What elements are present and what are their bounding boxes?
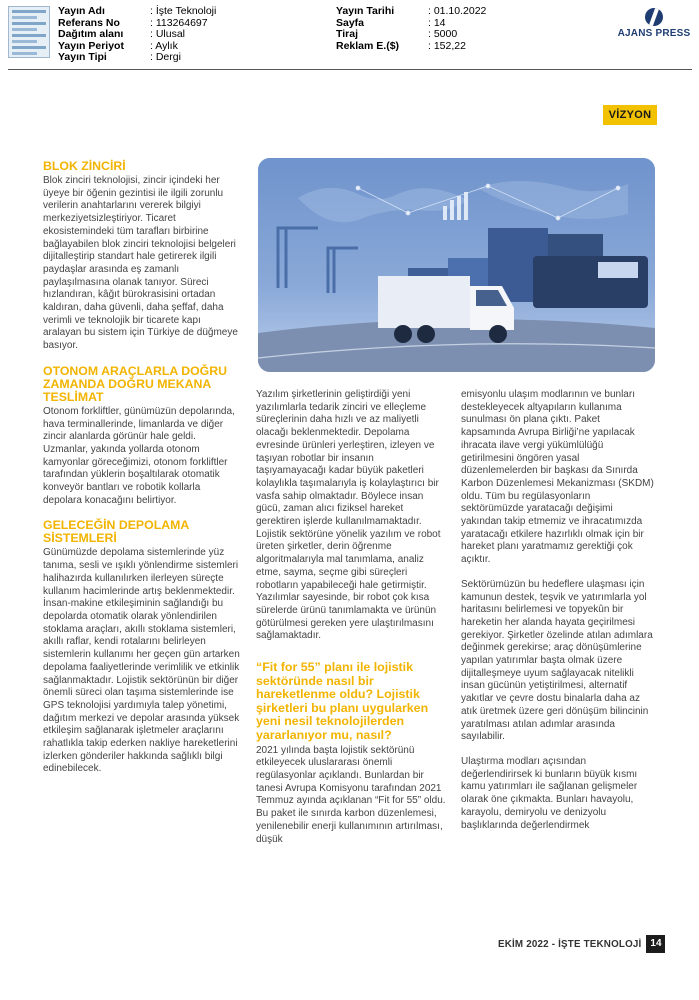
section-heading: OTONOM ARAÇLARLA DOĞRU ZAMANDA DOĞRU MEKANA TESLİMAT	[43, 363, 227, 404]
meta-row: Sayfa : 14	[336, 16, 446, 29]
meta-row: Yayın Tarihi : 01.10.2022	[336, 5, 487, 17]
body-paragraph: Yazılım şirketlerinin geliştirdiği yeni yazılımlarla tedarik zinciri ve elleçleme süreçlerinin daha hızlı ve az maliyetli olacağı beklenmektedir. Depolama evresinde ürünleri yerleştiren, izleyen ve taşıyan robotlar bir insanın taşıyamayacağı kadar büyük paketleri kolaylıkla taşımalarıyla iş kolaylaştırıcı bir vasfa sahip olmaktadır. Böylece insan gücü, zaman alıcı fiziksel hareket gerektiren işlerde kullanılmamaktadır. Lojistik sektörüne yönelik yazılım ve robot üreten şirketler, derin öğrenme algoritmalarıyla mal tanımlama, analiz etme, sayma, seçme gibi süreçleri robotların yapabileceği hale getirmiştir. Yazılımlar sayesinde, bir robot çok kısa sürelerde ürünü tanımlamakta ve ürünün götürülmesi gereken yere ulaştırılmasını sağlamaktadır.	[256, 389, 441, 642]
meta-row: Dağıtım alanı : Ulusal	[58, 28, 186, 41]
logistics-illustration	[258, 158, 655, 372]
page-number: 14	[646, 935, 665, 953]
section-body: Blok zinciri teknolojisi, zincir içindeki her üyeye bir öğenin gezintisi ile ilgili zorunlu verilerin anahtarlarını vererek bilgiyi merkeziyetsizleştiriyor. Ticaret ekosistemindeki tüm tarafları birbirine bağlayabilen blok zinciri teknolojisi belgeleri dijitalleştirip standart hale getirerek ilgili paydaşlar arasında eş zamanlı paylaşılmasına olanak tanıyor. Süreci hızlandıran, kâğıt bürokrasisini ortadan kaldıran, daha güvenli, daha şeffaf, daha verimli ve teknolojik bir ticarete kapı aralayan bu sistem için Türkiye de düğmeye basıyor.	[43, 175, 238, 352]
logistics-photo	[258, 158, 655, 372]
body-paragraph: emisyonlu ulaşım modlarının ve bunları destekleyecek altyapıların kullanıma sunulması ön plana çıktı. Paket kapsamında Avrupa Birliği’ne yapılacak ihracata ilave vergi yükümlülüğü getirilmesini öngören yasal düzenlemelerden bir başkası da Sınırda Karbon Düzenlemesi Mekanizması (SKDM) oldu. Tüm bu regülasyonların sektörümüzde yaratacağı değişimi yakından takip etmemiz ve ihracatımızda yaratacağı etkilere hazırlıklı olmak için bir hareket planı yaratmamız gerektiği çok açıktır.	[461, 389, 654, 566]
meta-row: Yayın Periyot : Aylık	[58, 39, 178, 52]
section-badge: VİZYON	[603, 105, 657, 125]
meta-row: Referans No : 113264697	[58, 16, 208, 29]
ajans-press-logo-icon	[645, 8, 663, 26]
section-body: Otonom forkliftler, günümüzün depolarında, hava terminallerinde, limanlarda ve diğer zincir alanlarda görünür hale geldi. Uzmanlar, yakında yollarda otonom kamyonlar göreceğimizi, otonom forkliftler tarafından yüklerin boşaltılarak otomatik konveyör bantları ve robotik kollarla depolara konacağını belirtiyor.	[43, 405, 235, 506]
logo-text: AJANS PRESS	[617, 28, 691, 39]
meta-row: Reklam E.($) : 152,22	[336, 39, 466, 52]
section-heading: GELECEĞİN DEPOLAMA SİSTEMLERİ	[43, 518, 189, 546]
article-column-3	[461, 389, 654, 832]
interview-question: “Fit for 55” planı ile lojistik sektöründe nasıl bir hareketlenme oldu? Lojistik şirketleri bu planı uygularken yeni nesil teknolojilerden yararlanıyor mu, nasıl?	[256, 660, 429, 743]
document-thumbnail-icon	[8, 6, 50, 58]
header-divider	[8, 69, 692, 70]
article-column-2	[256, 389, 446, 846]
meta-row: Tiraj : 5000	[336, 28, 458, 41]
footer-issue-label: EKİM 2022 - İŞTE TEKNOLOJİ	[498, 938, 642, 950]
body-paragraph: 2021 yılında başta lojistik sektörünü etkileyecek uluslararası önemli regülasyonlar açıklandı. Bunlardan bir tanesi Avrupa Komisyonu tarafından 2021 Temmuz ayında açıklanan “Fit for 55” oldu. Bu paket ile sınırda karbon düzenlemesi, yenilenebilir enerji kullanımının artırılması, düşük	[256, 744, 446, 845]
meta-row: Yayın Tipi : Dergi	[58, 51, 181, 64]
section-body: Günümüzde depolama sistemlerinde yüz tanıma, sesli ve ışıklı yönlendirme sistemleri halihazırda kullanılırken ilerleyen süreçte kullanım hacimlerinde artış beklenmektedir. İnsan-makine etkileşiminin sağlandığı bu depolarda otomatik olarak yönlendirilen stoklama araçları, akıllı stoklama sistemleri, akıllı raflar, kendi rotalarını belirleyen sistemlerin kullanımı her geçen gün artarken depolama faaliyetlerinde verimlilik ve etkinlik sağlanmaktadır. Lojistik sektörünün bir diğer önemli süreci olan taşıma sistemlerinde ise GPS teknolojisi yardımıyla talep yönetimi, dağıtım merkezi ve depolar arasında yüksek etkileşim sağlanarak işletmeler araçlarını rahatlıkla takip ederken nakliye hareketlerini izlerken gönderiler hakkında sağlıklı bilgi edinebilecek.	[43, 547, 240, 775]
ajans-press-logo[interactable]	[617, 8, 691, 39]
publication-meta-left	[58, 6, 216, 64]
clipping-header	[0, 0, 699, 72]
publication-meta-right	[336, 6, 486, 52]
page-footer	[498, 935, 665, 953]
article-column-1	[43, 160, 241, 776]
body-paragraph: Sektörümüzün bu hedeflere ulaşması için kamunun destek, teşvik ve yatırımlarla yol haritasını belirlemesi ve topyekûn bir hareketin her alanda hayata geçirilmesi gerekiyor. Şirketler özelinde atılan adımlara değinmek gerekirse; araç dönüşümlerine yapılan yatırımlar başta olmak üzere dijitalleşmeye uyum sağlayacak nitelikli insan gücünün yetiştirilmesi, alternatif yakıtlar ve çevre dostu binalarla daha az atık üretmek üzere geri dönüşüm bilincinin yaratılması atılan adımlar arasında sayılabilir.	[461, 578, 653, 743]
body-paragraph: Ulaştırma modları açısından değerlendirirsek ki bunların büyük kısmı kamu yatırımları ile sağlanan gelişmeler olarak öne çıkmakta. Bunları havayolu, karayolu, demiryolu ve denizyolu başlıklarında değerlendirmek	[461, 755, 638, 831]
section-heading: BLOK ZİNCİRİ	[43, 159, 126, 173]
meta-row: Yayın Adı : İşte Teknoloji	[58, 5, 217, 17]
